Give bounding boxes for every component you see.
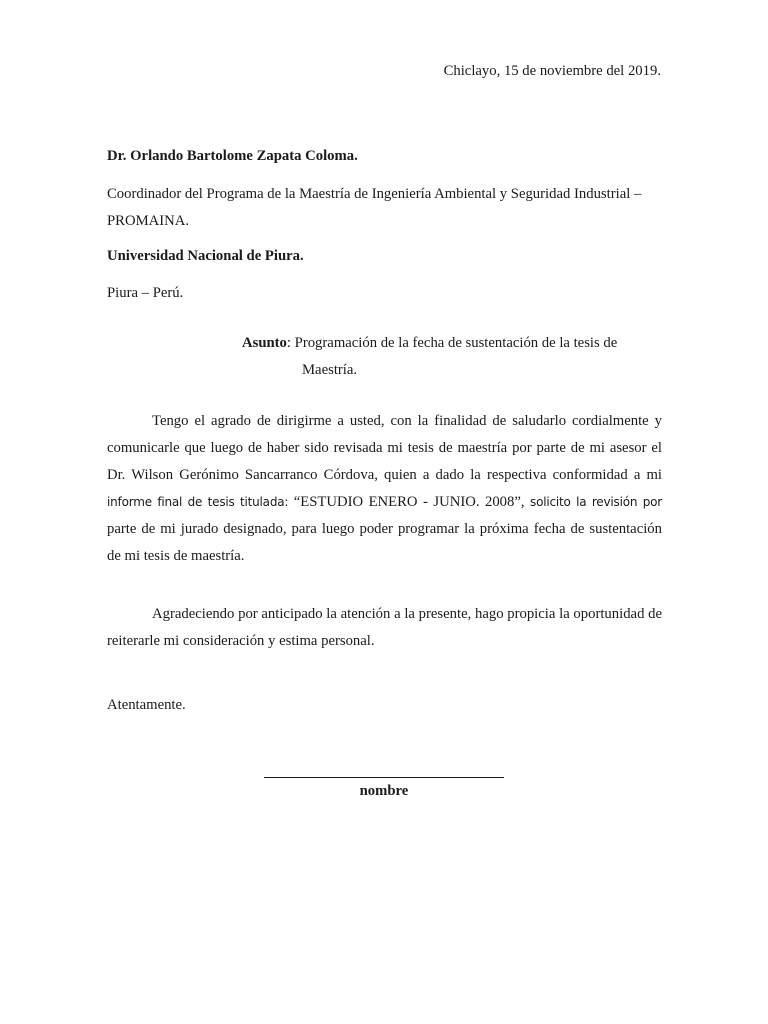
subject-text-line1: : Programación de la fecha de sustentación de la tesis de <box>286 335 618 351</box>
signature-line <box>264 777 504 778</box>
paragraph1-part2: parte de mi jurado designado, para luego poder programar la próxima fecha de sustentación de mi tesis de maestría. <box>107 521 662 564</box>
recipient-title-line2: PROMAINA. <box>107 213 190 229</box>
body-paragraph-2: Agradeciendo por anticipado la atención a la presente, hago propicia la oportunidad de reiterarle mi consideración y estima personal. <box>107 606 662 649</box>
location: Piura – Perú. <box>107 285 184 301</box>
subject-block <box>242 330 662 384</box>
subject-text-line2: Maestría. <box>302 362 358 378</box>
thesis-title: “ESTUDIO ENERO - JUNIO. 2008”, <box>288 494 531 510</box>
paragraph1-part1: Tengo el agrado de dirigirme a usted, con la finalidad de saludarlo cordialmente y comunicarle que luego de haber sido revisada mi tesis de maestría por parte de mi asesor el Dr. Wilson Gerónimo Sancarranco Córdova, quien a dado la respectiva conformidad a mi <box>107 413 662 483</box>
signature-name: nombre <box>359 783 409 799</box>
letter-date: Chiclayo, 15 de noviembre del 2019. <box>443 63 661 79</box>
institution-name: Universidad Nacional de Piura. <box>107 248 304 264</box>
paragraph1-sans-segment-2: solicito la revisión por <box>530 495 662 509</box>
closing: Atentamente. <box>107 697 186 713</box>
recipient-title-line1: Coordinador del Programa de la Maestría de Ingeniería Ambiental y Seguridad Industrial – <box>107 186 642 202</box>
paragraph1-sans-segment-1: informe final de tesis titulada: <box>107 495 289 509</box>
subject-first-line <box>242 335 617 351</box>
body-paragraph-1 <box>107 408 662 570</box>
recipient-title <box>107 181 662 235</box>
subject-label: Asunto <box>242 335 287 351</box>
recipient-name: Dr. Orlando Bartolome Zapata Coloma. <box>107 148 358 164</box>
